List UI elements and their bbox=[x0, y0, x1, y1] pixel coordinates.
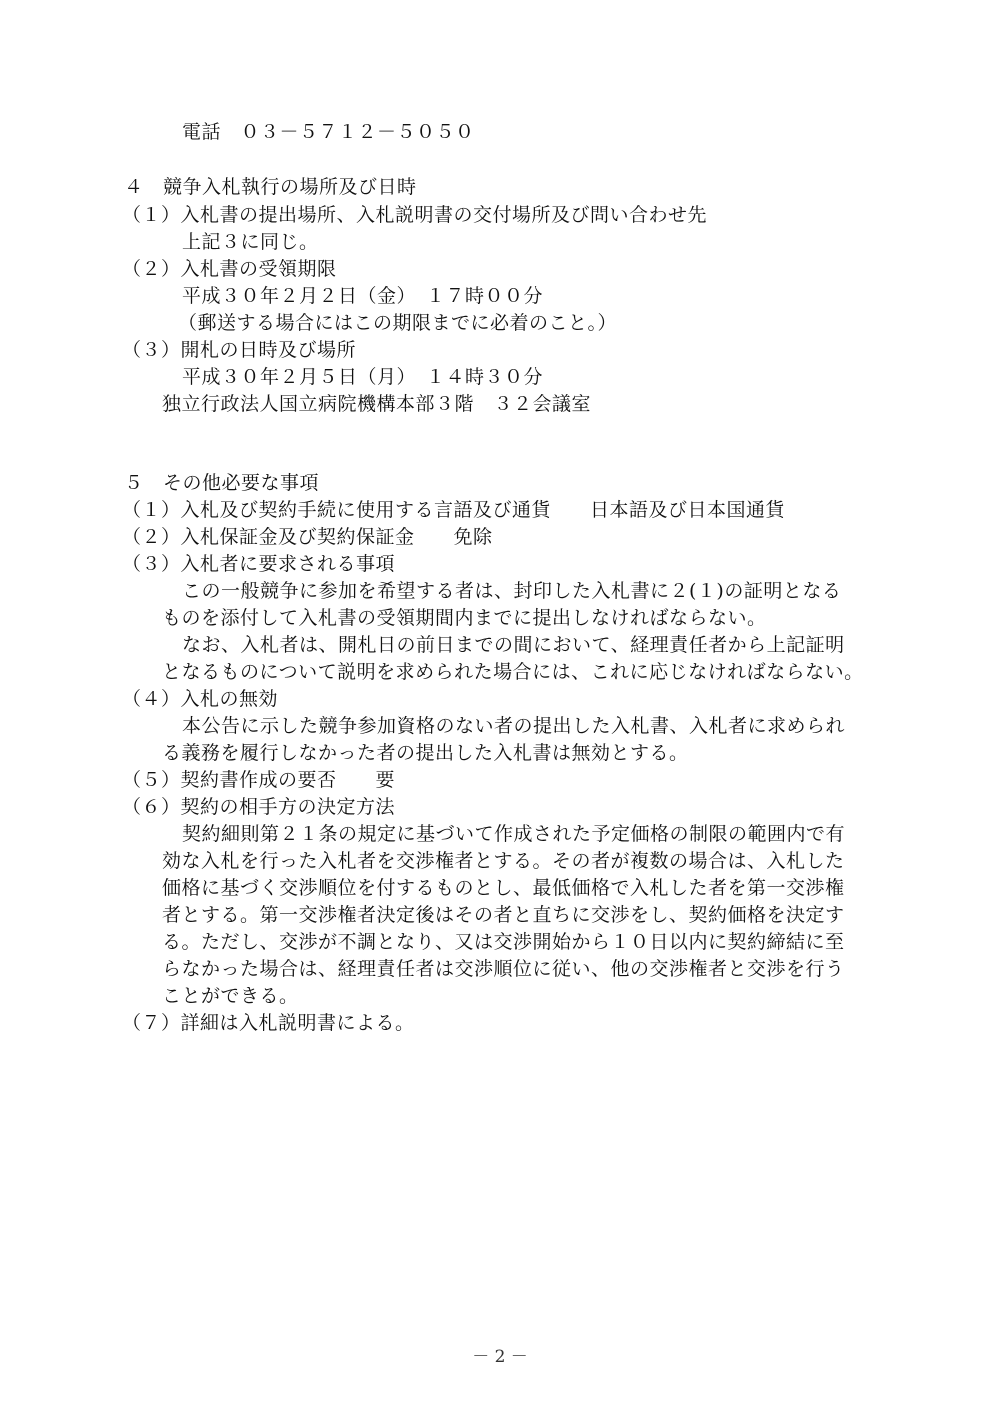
section5-item4-line: る義務を履行しなかった者の提出した入札書は無効とする。 bbox=[162, 742, 689, 764]
section5-item6-line: 効な入札を行った入札者を交渉権者とする。その者が複数の場合は、入札した bbox=[162, 850, 845, 872]
section5-item6-line: る。ただし、交渉が不調となり、又は交渉開始から１０日以内に契約締結に至 bbox=[162, 931, 845, 953]
section5-item6-line: 者とする。第一交渉権者決定後はその者と直ちに交渉をし、契約価格を決定す bbox=[162, 904, 845, 926]
section5-item6-line: 契約細則第２１条の規定に基づいて作成された予定価格の制限の範囲内で有 bbox=[182, 823, 846, 845]
section4-item3-place: 独立行政法人国立病院機構本部３階 ３２会議室 bbox=[162, 393, 592, 415]
section5-item3-title: （３）入札者に要求される事項 bbox=[122, 553, 396, 575]
page-number: － 2 － bbox=[472, 1347, 528, 1367]
section4-heading: ４ 競争入札執行の場所及び日時 bbox=[124, 176, 417, 198]
section5-heading: ５ その他必要な事項 bbox=[124, 472, 320, 494]
section4-item2-note: （郵送する場合にはこの期限までに必着のこと。） bbox=[178, 312, 618, 334]
section5-item4-line: 本公告に示した競争参加資格のない者の提出した入札書、入札者に求められ bbox=[182, 715, 846, 737]
section4-item1-body: 上記３に同じ。 bbox=[182, 231, 319, 253]
section5-item1: （１）入札及び契約手続に使用する言語及び通貨 日本語及び日本国通貨 bbox=[122, 499, 786, 521]
section4-item3-date: 平成３０年２月５日（月） １４時３０分 bbox=[182, 366, 544, 388]
section5-item2: （２）入札保証金及び契約保証金 免除 bbox=[122, 526, 493, 548]
section4-item1-title: （１）入札書の提出場所、入札説明書の交付場所及び問い合わせ先 bbox=[122, 204, 708, 226]
section5-item6-line: らなかった場合は、経理責任者は交渉順位に従い、他の交渉権者と交渉を行う bbox=[162, 958, 845, 980]
section5-item6-line: 価格に基づく交渉順位を付するものとし、最低価格で入札した者を第一交渉権 bbox=[162, 877, 845, 899]
section5-item6-line: ことができる。 bbox=[162, 985, 299, 1007]
section5-item3-line: なお、入札者は、開札日の前日までの間において、経理責任者から上記証明 bbox=[182, 634, 845, 656]
section5-item3-line: となるものについて説明を求められた場合には、これに応じなければならない。 bbox=[162, 661, 864, 683]
section4-item2-date: 平成３０年２月２日（金） １７時００分 bbox=[182, 285, 544, 307]
section4-item2-title: （２）入札書の受領期限 bbox=[122, 258, 337, 280]
contact-phone: 電話 ０３－５７１２－５０５０ bbox=[182, 121, 475, 143]
section4-item3-title: （３）開札の日時及び場所 bbox=[122, 339, 357, 361]
section5-item5: （５）契約書作成の要否 要 bbox=[122, 769, 396, 791]
section5-item3-line: ものを添付して入札書の受領期間内までに提出しなければならない。 bbox=[162, 607, 767, 629]
section5-item6-title: （６）契約の相手方の決定方法 bbox=[122, 796, 396, 818]
section5-item4-title: （４）入札の無効 bbox=[122, 688, 279, 710]
section5-item3-line: この一般競争に参加を希望する者は、封印した入札書に２(１)の証明となる bbox=[182, 580, 842, 602]
section5-item7: （７）詳細は入札説明書による。 bbox=[122, 1012, 415, 1034]
